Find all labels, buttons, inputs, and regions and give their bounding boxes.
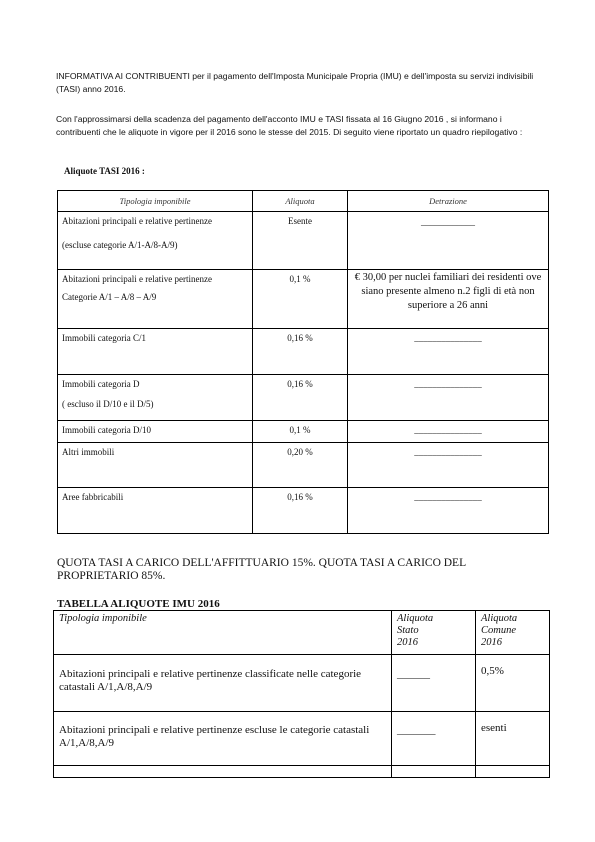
table-row xyxy=(58,488,549,534)
imu-rates-table xyxy=(53,610,550,778)
table-row xyxy=(58,270,549,329)
imu-cell-aliquota-stato: _______ xyxy=(392,712,476,766)
imu-cell-tipologia: Abitazioni principali e relative pertinenze escluse le categorie catastali A/1,A/8,A/9 xyxy=(54,712,392,766)
table-row xyxy=(54,655,550,712)
table-row xyxy=(54,712,550,766)
tasi-table-title: Aliquote TASI 2016 : xyxy=(64,166,145,176)
tasi-cell-detrazione: € 30,00 per nuclei familiari dei residenti ove siano presente almeno n.2 figli di età non superiore a 26 anni xyxy=(348,270,549,329)
imu-cell-aliquota-stato: ______ xyxy=(392,655,476,712)
tasi-cell-detrazione: _______________ xyxy=(348,488,549,534)
tasi-cell-tipologia: Immobili categoria C/1 xyxy=(58,329,253,375)
tasi-header-aliquota: Aliquota xyxy=(253,191,348,212)
tasi-cell-detrazione: _______________ xyxy=(348,329,549,375)
imu-cell-tipologia: Abitazioni principali e relative pertinenze classificate nelle categorie catastali A/1,A/8,A/9 xyxy=(54,655,392,712)
tasi-cell-aliquota: 0,1 % xyxy=(253,270,348,329)
tasi-quota-note: QUOTA TASI A CARICO DELL'AFFITTUARIO 15%. QUOTA TASI A CARICO DEL PROPRIETARIO 85%. xyxy=(57,557,466,582)
tasi-header-row xyxy=(58,191,549,212)
imu-header-aliquota-comune xyxy=(476,611,550,655)
tipologia-line: Abitazioni principali e relative pertinenze xyxy=(62,274,212,284)
tasi-cell-tipologia xyxy=(58,270,253,329)
imu-cell-aliquota-comune xyxy=(476,766,550,778)
tipologia-line: Immobili categoria D xyxy=(62,379,140,389)
table-row xyxy=(58,375,549,421)
tasi-cell-aliquota: 0,1 % xyxy=(253,421,348,443)
header-line: 2016 xyxy=(397,637,418,648)
header-line: 2016 xyxy=(481,637,502,648)
tasi-cell-tipologia: Aree fabbricabili xyxy=(58,488,253,534)
table-row xyxy=(58,443,549,488)
tasi-cell-detrazione: _______________ xyxy=(348,375,549,421)
imu-cell-aliquota-comune: esenti xyxy=(476,712,550,766)
tasi-cell-aliquota: 0,20 % xyxy=(253,443,348,488)
imu-cell-aliquota-stato xyxy=(392,766,476,778)
tasi-cell-detrazione: _______________ xyxy=(348,443,549,488)
tipologia-line: Abitazioni principali e relative pertinenze xyxy=(62,216,212,226)
table-row xyxy=(58,329,549,375)
header-line: Comune xyxy=(481,625,516,636)
imu-cell-tipologia xyxy=(54,766,392,778)
tasi-cell-aliquota: Esente xyxy=(253,212,348,270)
tasi-cell-aliquota: 0,16 % xyxy=(253,488,348,534)
header-line: Stato xyxy=(397,625,419,636)
tasi-cell-detrazione: _______________ xyxy=(348,421,549,443)
table-row xyxy=(54,766,550,778)
imu-header-aliquota-stato xyxy=(392,611,476,655)
tipologia-line: (escluse categorie A/1-A/8-A/9) xyxy=(62,240,178,250)
tipologia-line: Categorie A/1 – A/8 – A/9 xyxy=(62,292,157,302)
header-line: Aliquota xyxy=(397,613,434,624)
intro-paragraph-2: Con l'approssimarsi della scadenza del pagamento dell'acconto IMU e TASI fissata al 16 Giugno 2016 , si informano i contribuenti che le aliquote in vigore per il 2016 sono le stesse del 2015. Di seguito viene riportato un quadro riepilogativo : xyxy=(56,114,523,137)
tasi-header-detrazione: Detrazione xyxy=(348,191,549,212)
tipologia-line: ( escluso il D/10 e il D/5) xyxy=(62,399,154,409)
imu-header-tipologia: Tipologia imponibile xyxy=(54,611,392,655)
tasi-cell-tipologia xyxy=(58,375,253,421)
header-line: Aliquota xyxy=(481,613,518,624)
tasi-cell-tipologia: Immobili categoria D/10 xyxy=(58,421,253,443)
tasi-rates-table xyxy=(57,190,549,534)
tasi-header-tipologia: Tipologia imponibile xyxy=(58,191,253,212)
tasi-cell-aliquota: 0,16 % xyxy=(253,375,348,421)
tasi-cell-tipologia xyxy=(58,212,253,270)
table-row xyxy=(58,212,549,270)
table-row xyxy=(58,421,549,443)
imu-table-title: TABELLA ALIQUOTE IMU 2016 xyxy=(57,598,220,610)
imu-header-row xyxy=(54,611,550,655)
imu-cell-aliquota-comune: 0,5% xyxy=(476,655,550,712)
tasi-cell-tipologia: Altri immobili xyxy=(58,443,253,488)
tasi-cell-detrazione: ____________ xyxy=(348,212,549,270)
tasi-cell-aliquota: 0,16 % xyxy=(253,329,348,375)
intro-paragraph-1: INFORMATIVA AI CONTRIBUENTI per il pagamento dell'Imposta Municipale Propria (IMU) e dell'imposta su servizi indivisibili (TASI) anno 2016. xyxy=(56,71,534,94)
